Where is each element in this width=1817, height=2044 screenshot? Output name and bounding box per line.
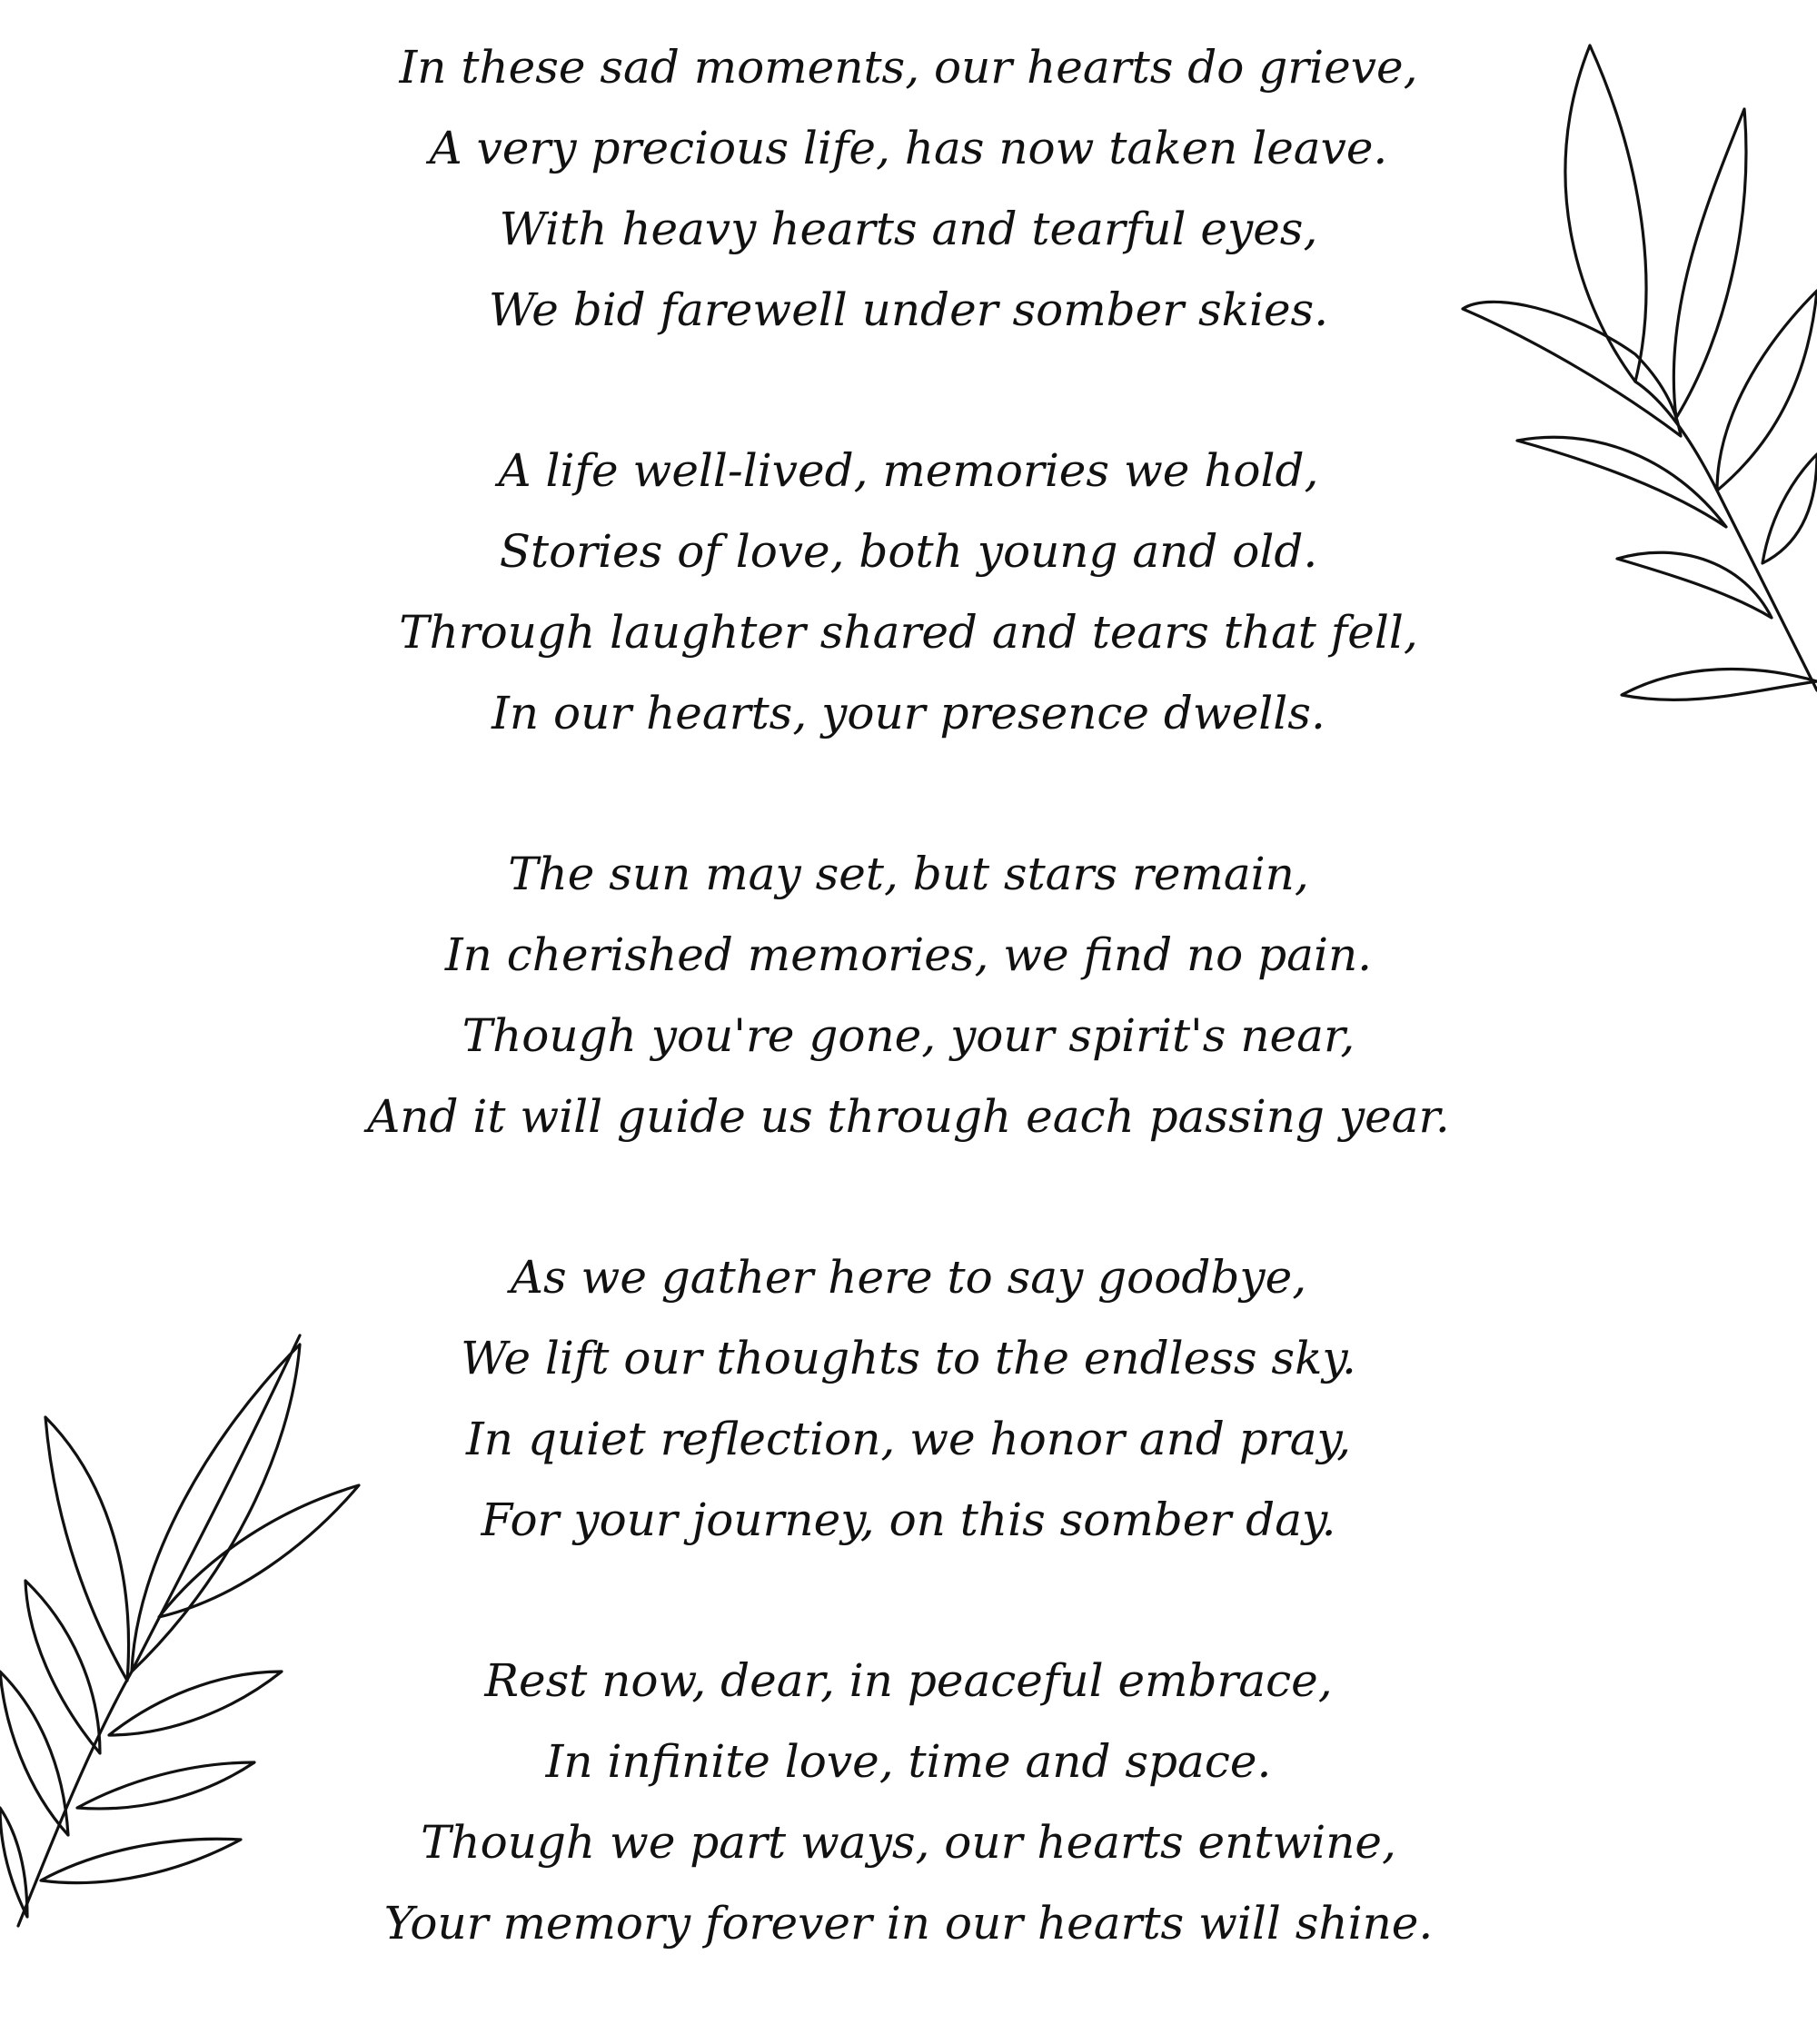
leaf-branch-bottom-left-icon (0, 1326, 382, 1962)
poem-line: In our hearts, your presence dwells. (491, 687, 1326, 739)
poem-line: Though you're gone, your spirit's near, (462, 1009, 1355, 1062)
poem-line: A life well-lived, memories we hold, (498, 444, 1319, 497)
leaf (45, 1417, 129, 1681)
branch-stem (18, 1335, 300, 1926)
poem-line: In cherished memories, we find no pain. (444, 928, 1373, 981)
poem-line: With heavy hearts and tearful eyes, (499, 203, 1318, 255)
poem-line: And it will guide us through each passing year. (367, 1090, 1450, 1143)
leaf (41, 1839, 241, 1882)
poem-line: As we gather here to say goodbye, (510, 1251, 1307, 1304)
leaf (1565, 45, 1646, 382)
poem-line: In infinite love, time and space. (545, 1735, 1272, 1788)
leaf (1762, 454, 1817, 563)
leaf (109, 1672, 282, 1735)
leaf (0, 1808, 27, 1917)
leaf (77, 1762, 254, 1809)
stanza-4 (363, 1237, 1454, 1561)
poem-line: In quiet reflection, we honor and pray, (465, 1413, 1352, 1465)
leaf-branch-top-right-icon (1454, 36, 1817, 745)
poem-line: The sun may set, but stars remain, (508, 848, 1309, 900)
stanza-3 (363, 834, 1454, 1157)
stanza-1 (363, 27, 1454, 351)
poem-line: In these sad moments, our hearts do grieve, (399, 41, 1418, 94)
poem (363, 27, 1454, 2044)
poem-line: Though we part ways, our hearts entwine, (421, 1816, 1396, 1869)
poem-line: We bid farewell under somber skies. (488, 283, 1329, 336)
leaf (1622, 669, 1817, 700)
poem-line: A very precious life, has now taken leave. (429, 122, 1388, 174)
poem-line: Stories of love, both young and old. (499, 525, 1318, 578)
leaf (1673, 109, 1746, 418)
leaf (159, 1485, 359, 1617)
leaf (1617, 552, 1772, 618)
poem-line: Rest now, dear, in peaceful embrace, (484, 1654, 1333, 1707)
poem-line: For your journey, on this somber day. (481, 1493, 1336, 1546)
leaf (0, 1672, 68, 1835)
poem-line: Through laughter shared and tears that fell, (399, 606, 1418, 659)
leaf (1717, 291, 1817, 491)
leaf (1463, 302, 1681, 436)
poem-line: We lift our thoughts to the endless sky. (461, 1332, 1356, 1384)
stanza-5 (363, 1641, 1454, 1964)
leaf (25, 1581, 100, 1753)
poem-line: Your memory forever in our hearts will shine. (383, 1897, 1434, 1950)
stanza-2 (363, 431, 1454, 754)
